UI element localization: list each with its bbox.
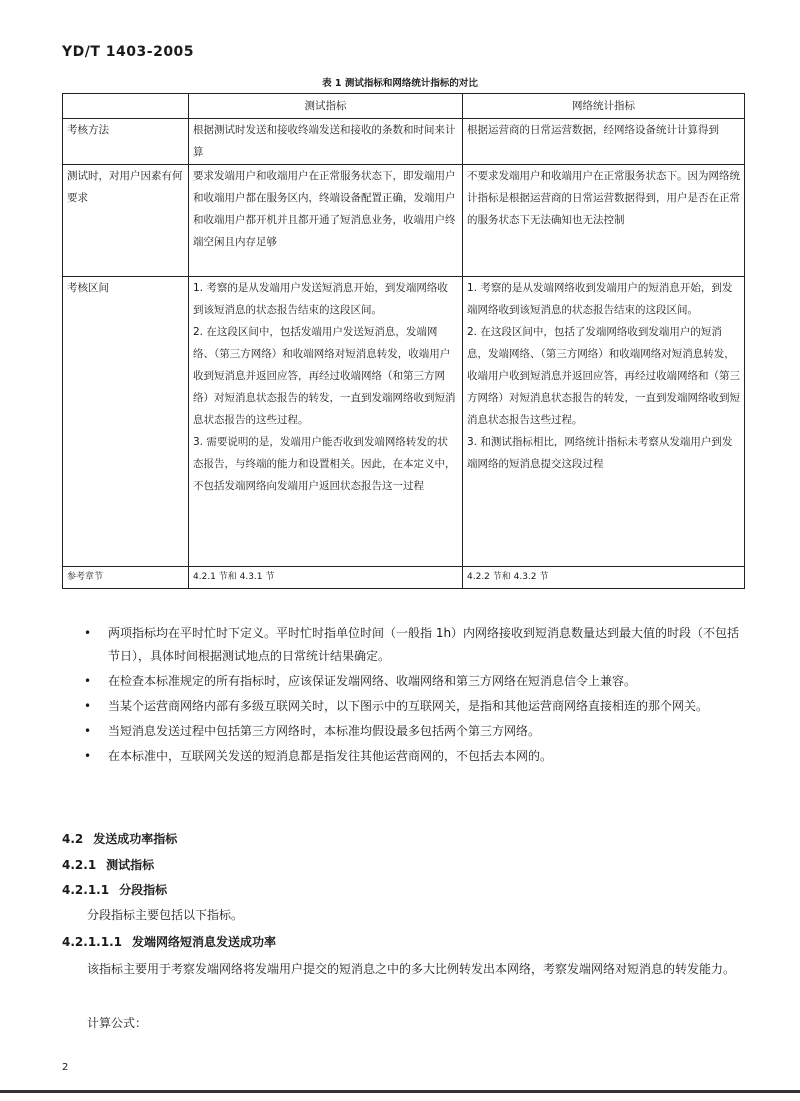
notes-list bbox=[80, 622, 746, 770]
paragraph-segment-metrics: 分段指标主要包括以下指标。 bbox=[87, 908, 244, 922]
section-heading-4-2-1 bbox=[62, 856, 154, 873]
section-number: 4.2.1 bbox=[62, 858, 97, 872]
section-title: 发送成功率指标 bbox=[93, 832, 178, 846]
cell-test bbox=[189, 119, 463, 165]
cell-network: 4.2.2 节和 4.3.2 节 bbox=[463, 567, 745, 589]
list-item-text: 两项指标均在平时忙时下定义。平时忙时指单位时间（一般指 1h）内网络接收到短消息数量达到最大值的时段（不包括节日），具体时间根据测试地点的日常统计结果确定。 bbox=[108, 626, 740, 663]
bottom-rule bbox=[0, 1090, 800, 1093]
row-label-user-requirement: 测试时，对用户因素有何要求 bbox=[63, 165, 189, 277]
header-cell-network-metric: 网络统计指标 bbox=[463, 94, 745, 119]
cell-text: 2. 在这段区间中，包括了发端网络收到发端用户的短消息，发端网络、（第三方网络）和收端网络对短消息转发，收端用户收到短消息并返回应答，再经过收端网络和（第三方网络）对短消息状态报告的转发，一直到发端网络收到短消息状态报告这些过程。 bbox=[467, 326, 740, 426]
row-label-range: 考核区间 bbox=[63, 277, 189, 567]
list-item-text: 当某个运营商网络内部有多级互联网关时，以下图示中的互联网关，是指和其他运营商网络直接相连的那个网关。 bbox=[108, 699, 709, 713]
table-header-row bbox=[63, 94, 745, 119]
bullet-icon: • bbox=[84, 724, 92, 738]
cell-text: 根据运营商的日常运营数据，经网络设备统计计算得到 bbox=[467, 124, 719, 136]
bullet-icon: • bbox=[84, 674, 92, 688]
list-item bbox=[80, 745, 746, 768]
section-heading-4-2-1-1-1 bbox=[62, 933, 276, 950]
list-item-text: 在检查本标准规定的所有指标时，应该保证发端网络、收端网络和第三方网络在短消息信令上兼容。 bbox=[108, 674, 637, 688]
cell-network bbox=[463, 119, 745, 165]
section-heading-4-2 bbox=[62, 830, 177, 847]
section-heading-4-2-1-1 bbox=[62, 881, 167, 898]
cell-text: 要求发端用户和收端用户在正常服务状态下，即发端用户和收端用户都在服务区内，终端设备配置正确，发端用户和收端用户都开机并且都开通了短消息业务，收端用户终端空闲且内存足够 bbox=[193, 170, 456, 248]
cell-text: 根据测试时发送和接收终端发送和接收的条数和时间来计算 bbox=[193, 124, 456, 158]
formula-label: 计算公式： bbox=[87, 1016, 148, 1030]
list-item-text: 在本标准中，互联网关发送的短消息都是指发往其他运营商网的，不包括去本网的。 bbox=[108, 749, 553, 763]
list-item bbox=[80, 670, 746, 693]
cell-text: 2. 在这段区间中，包括发端用户发送短消息，发端网络、（第三方网络）和收端网络对短消息转发，收端用户收到短消息并返回应答，再经过收端网络（和第三方网络）对短消息状态报告的转发，一直到发端网络收到短消息状态报告的这些过程。 bbox=[193, 326, 456, 426]
bullet-icon: • bbox=[84, 699, 92, 713]
cell-text: 1. 考察的是从发端网络收到发端用户的短消息开始，到发端网络收到该短消息的状态报告结束的这段区间。 bbox=[467, 282, 733, 316]
cell-text: 3. 和测试指标相比，网络统计指标未考察从发端用户到发端网络的短消息提交这段过程 bbox=[467, 436, 733, 470]
cell-text: 1. 考察的是从发端用户发送短消息开始，到发端网络收到该短消息的状态报告结束的这段区间。 bbox=[193, 282, 448, 316]
section-title: 测试指标 bbox=[106, 858, 155, 872]
section-title: 分段指标 bbox=[119, 883, 168, 897]
cell-network bbox=[463, 165, 745, 277]
section-number: 4.2 bbox=[62, 832, 84, 846]
section-number: 4.2.1.1 bbox=[62, 883, 110, 897]
cell-test: 4.2.1 节和 4.3.1 节 bbox=[189, 567, 463, 589]
comparison-table bbox=[62, 93, 745, 589]
cell-network bbox=[463, 277, 745, 567]
header-cell-test-metric: 测试指标 bbox=[189, 94, 463, 119]
bullet-icon: • bbox=[84, 626, 92, 640]
list-item bbox=[80, 720, 746, 743]
section-title: 发端网络短消息发送成功率 bbox=[131, 935, 276, 949]
cell-test bbox=[189, 277, 463, 567]
paragraph-indicator-description: 该指标主要用于考察发端网络将发端用户提交的短消息之中的多大比例转发出本网络，考察发端网络对短消息的转发能力。 bbox=[87, 962, 736, 976]
standard-code: YD/T 1403-2005 bbox=[62, 44, 195, 60]
table-caption: 表 1 测试指标和网络统计指标的对比 bbox=[322, 78, 478, 89]
row-label-method: 考核方法 bbox=[63, 119, 189, 165]
table-row bbox=[63, 277, 745, 567]
table-row bbox=[63, 119, 745, 165]
row-label-reference: 参考章节 bbox=[63, 567, 189, 589]
list-item-text: 当短消息发送过程中包括第三方网络时，本标准均假设最多包括两个第三方网络。 bbox=[108, 724, 541, 738]
header-cell-blank bbox=[63, 94, 189, 119]
table-row bbox=[63, 165, 745, 277]
list-item bbox=[80, 622, 746, 668]
cell-test bbox=[189, 165, 463, 277]
page-number: 2 bbox=[62, 1062, 69, 1073]
cell-text: 不要求发端用户和收端用户在正常服务状态下。因为网络统计指标是根据运营商的日常运营数据得到，用户是否在正常的服务状态下无法确知也无法控制 bbox=[467, 170, 740, 226]
bullet-icon: • bbox=[84, 749, 92, 763]
table-row bbox=[63, 567, 745, 589]
list-item bbox=[80, 695, 746, 718]
section-number: 4.2.1.1.1 bbox=[62, 935, 122, 949]
cell-text: 3. 需要说明的是，发端用户能否收到发端网络转发的状态报告，与终端的能力和设置相关。因此，在本定义中，不包括发端网络向发端用户返回状态报告这一过程 bbox=[193, 436, 456, 492]
